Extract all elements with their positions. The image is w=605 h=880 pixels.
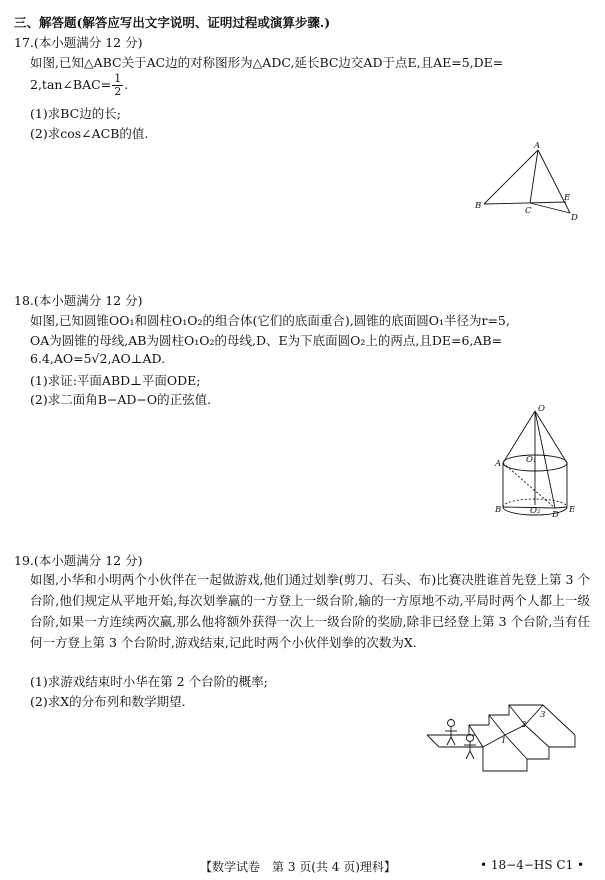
q18-sub2: (2)求二面角B−AD−O的正弦值. bbox=[30, 392, 212, 407]
q17-sub2: (2)求cos∠ACB的值. bbox=[30, 126, 149, 141]
label-O1: O₁ bbox=[526, 455, 537, 465]
page-footer: 【数学试卷 第 3 页(共 4 页)理科】 bbox=[200, 860, 396, 874]
label-O2: O₂ bbox=[530, 506, 541, 516]
fraction-one-half: $\frac{1}{2}$ bbox=[114, 72, 122, 98]
q19-staircase-figure bbox=[425, 695, 590, 775]
step-label-2: 2 bbox=[521, 720, 527, 730]
section-title: 三、解答题(解答应写出文字说明、证明过程或演算步骤.) bbox=[14, 15, 331, 30]
q18-sub1: (1)求证:平面ABD⊥平面ODE; bbox=[30, 373, 201, 388]
q18-text-line3: 6.4,AO=5√2,AO⊥AD. bbox=[30, 351, 166, 366]
label-E: E bbox=[569, 505, 576, 515]
q18-text-line1: 如图,已知圆锥OO₁和圆柱O₁O₂的组合体(它们的底面重合),圆锥的底面圆O₁半径为r=5, bbox=[30, 313, 510, 328]
label-B: B bbox=[475, 201, 482, 211]
q19-text: 如图,小华和小明两个小伙伴在一起做游戏,他们通过划拳(剪刀、石头、布)比赛决胜谁首先登上第 3 个台阶,他们规定从平地开始,每次划拳赢的一方登上一级台阶,输的一方原地不动,平局时两个人都上一级台阶,如果一方连续两次赢,那么他将额外获得一次上一级台阶的奖励,除非已经登上第 3 个台阶,当有任何一方登上第 3 个台阶时,游戏结束,记此时两个小伙伴划拳的次数为X. bbox=[30, 572, 590, 650]
step-label-3: 3 bbox=[540, 710, 546, 720]
q17-sub1: (1)求BC边的长; bbox=[30, 106, 121, 121]
q17-triangle-figure bbox=[470, 140, 590, 225]
label-D: D bbox=[552, 510, 559, 518]
step-label-1: 1 bbox=[501, 736, 507, 746]
q19-sub1: (1)求游戏结束时小华在第 2 个台阶的概率; bbox=[30, 674, 268, 689]
q19-heading: 19.(本小题满分 12 分) bbox=[14, 553, 143, 568]
q18-heading: 18.(本小题满分 12 分) bbox=[14, 293, 143, 308]
q18-text-line2: OA为圆锥的母线,AB为圆柱O₁O₂的母线,D、E为下底面圆O₂上的两点,且DE=6,AB= bbox=[30, 333, 503, 348]
label-E: E bbox=[564, 193, 571, 203]
q18-cone-cylinder-figure bbox=[490, 402, 590, 518]
q19-sub2: (2)求X的分布列和数学期望. bbox=[30, 694, 186, 709]
label-A: A bbox=[495, 459, 502, 469]
q17-text-line2 bbox=[30, 73, 128, 98]
q17-text-line2a: 2,tan∠BAC= bbox=[30, 77, 112, 92]
label-C: C bbox=[525, 206, 532, 216]
label-A: A bbox=[534, 141, 541, 151]
exam-code: • 18−4−HS C1 • bbox=[480, 858, 585, 872]
label-B: B bbox=[495, 505, 502, 515]
q17-text-line2b: . bbox=[124, 77, 129, 92]
label-O: O bbox=[538, 404, 545, 414]
label-D: D bbox=[571, 213, 578, 223]
q17-text-line1: 如图,已知△ABC关于AC边的对称图形为△ADC,延长BC边交AD于点E,且AE=5,DE= bbox=[30, 55, 504, 70]
q17-heading: 17.(本小题满分 12 分) bbox=[14, 35, 143, 50]
